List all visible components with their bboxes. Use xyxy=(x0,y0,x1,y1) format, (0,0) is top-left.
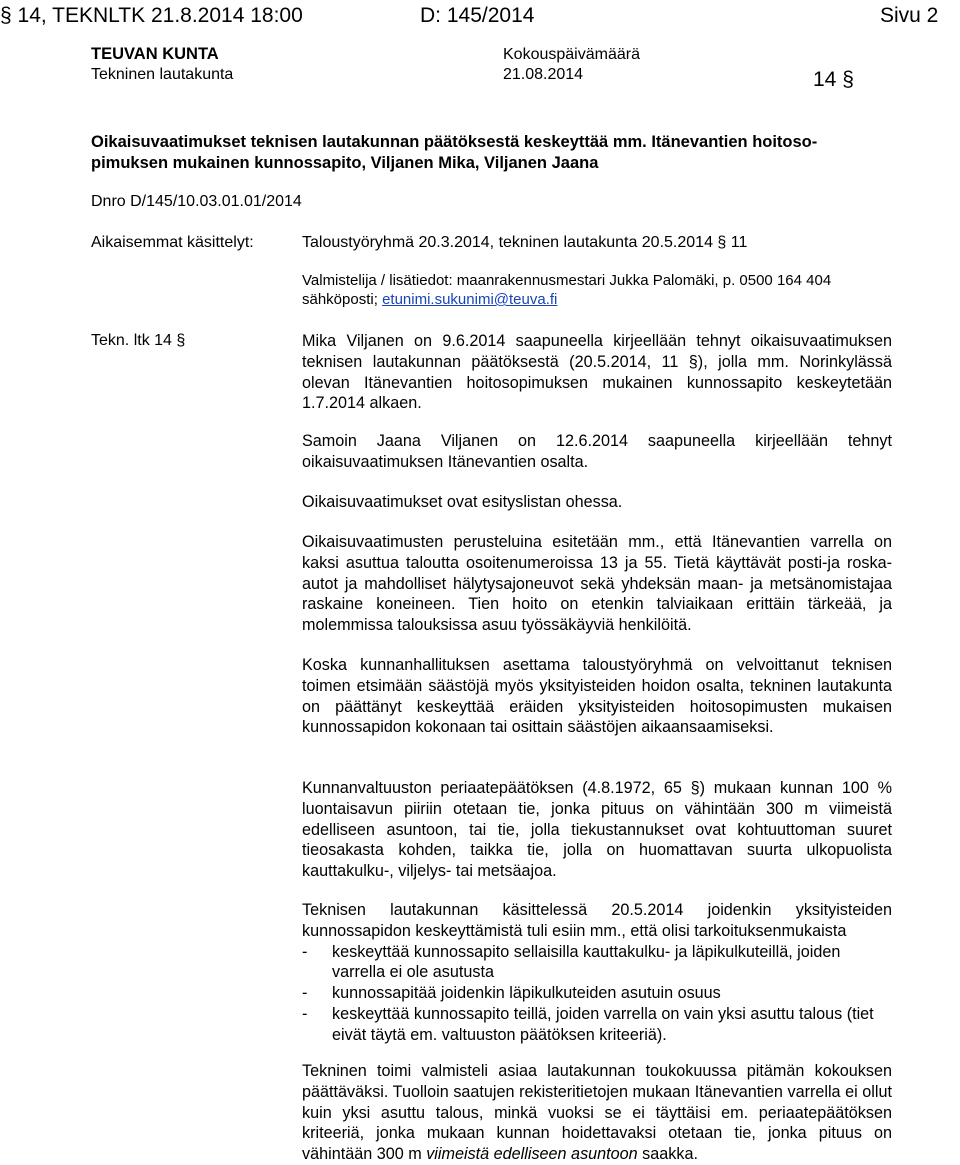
paragraph-4: Oikaisuvaatimusten perusteluina esitetään mm., että Itänevantien varrella on kaksi asuttua taloutta osoitenumeroissa 13 ja 55. Tietä käyttävät posti-ja roska-autot ja mahdolliset hälytysajoneuvot sekä yhdeksän maan- ja metsänomistajaa raskaine koneineen. Tien hoito on etenkin talviaikaan erittäin tärkeää, ja molemmissa talouksissa asuu työssäkäyviä henkilöitä. xyxy=(302,533,892,635)
paragraph-7-intro: Teknisen lautakunnan käsittelessä 20.5.2014 joidenkin yksityisteiden kunnossapidon keskeyttämistä tuli esiin mm., että olisi tarkoituksenmukaista xyxy=(302,901,892,940)
item-label: Tekn. ltk 14 § xyxy=(91,332,186,349)
diary-number: Dnro D/145/10.03.01.01/2014 xyxy=(91,193,302,210)
paragraph-8-text: Tekninen toimi valmisteli asiaa lautakunnan toukokuussa pitämän kokouksen päättäväksi. Tuolloin saatujen rekisteritietojen mukaan Itänevantien varrella ei ollut kuin yksi asuttu talous, minkä vuoksi se ei täyttäisi em. periaatepäätöksen kriteeriä, jonka mukaan kunnan hoidettavaksi otetaan tie, jonka pituus on vähintään 300 m xyxy=(302,1062,892,1164)
criteria-list xyxy=(302,942,892,1046)
title-line-2: pimuksen mukainen kunnossapito, Viljanen Mika, Viljanen Jaana xyxy=(91,154,599,172)
list-item: - kunnossapitää joidenkin läpikulkuteiden asutuin osuus xyxy=(302,984,721,1003)
previous-handling-label: Aikaisemmat käsittelyt: xyxy=(91,234,254,251)
paragraph-8-italic: viimeistä edelliseen asuntoon xyxy=(426,1145,638,1164)
title-line-1: Oikaisuvaatimukset teknisen lautakunnan päätöksestä keskeyttää mm. Itänevantien hoitoso- xyxy=(91,133,818,151)
meeting-date-label: Kokouspäivämäärä xyxy=(503,46,640,63)
document-title xyxy=(91,132,891,174)
paragraph-2: Samoin Jaana Viljanen on 12.6.2014 saapuneella kirjeellään tehnyt oikaisuvaatimuksen Itänevantien osalta. xyxy=(302,432,892,471)
paragraph-6: Kunnanvaltuuston periaatepäätöksen (4.8.1972, 65 §) mukaan kunnan 100 % luontaisavun piiriin otetaan tie, jonka pituus on vähintään 300 m viimeistä edelliseen asuntoon, tai tie, jolla tiekustannukset ovat kohtuuttoman suuret tieosakasta kohden, taikka tie, jolla on huomattavan suurta ulkopuolista kauttakulku-, viljelys- tai metsäajoa. xyxy=(302,779,892,881)
paragraph-7 xyxy=(302,900,892,1046)
section-number: 14 § xyxy=(813,68,854,91)
previous-handling-value: Taloustyöryhmä 20.3.2014, tekninen lautakunta 20.5.2014 § 11 xyxy=(302,234,748,251)
page-header-left: § 14, TEKNLTK 21.8.2014 18:00 xyxy=(0,4,303,27)
org-name: TEUVAN KUNTA xyxy=(91,45,219,63)
paragraph-8 xyxy=(302,1061,892,1165)
paragraph-8-end: saakka. xyxy=(642,1145,698,1164)
paragraph-1: Mika Viljanen on 9.6.2014 saapuneella kirjeellään tehnyt oikaisuvaatimuksen teknisen lautakunnan päätöksestä (20.5.2014, 11 §), jolla mm. Norinkylässä olevan Itänevantien hoitosopimuksen mukainen kunnossapito keskeytetään 1.7.2014 alkaen. xyxy=(302,332,892,413)
page-header-diary-number: D: 145/2014 xyxy=(420,4,535,27)
paragraph-3: Oikaisuvaatimukset ovat esityslistan ohessa. xyxy=(302,493,623,511)
email-label: sähköposti; xyxy=(302,291,378,308)
page-header-page-number: Sivu 2 xyxy=(880,4,939,27)
paragraph-5: Koska kunnanhallituksen asettama taloustyöryhmä on velvoittanut teknisen toimen etsimään säästöjä myös yksityisteiden hoidon osalta, tekninen lautakunta on päättänyt keskeyttää eräiden yksityisteiden hoitosopimusten mukaisen kunnossapidon kokonaan tai osittain säästöjen aikaansaamiseksi. xyxy=(302,656,892,737)
preparer-email-row xyxy=(302,291,557,308)
meeting-date: 21.08.2014 xyxy=(503,66,584,83)
list-item: - keskeyttää kunnossapito teillä, joiden varrella on vain yksi asuttu talous (tiet eivät täytä em. valtuuston päätöksen kriteeriä). xyxy=(302,1004,874,1044)
email-link[interactable]: etunimi.sukunimi@teuva.fi xyxy=(382,291,558,308)
board-name: Tekninen lautakunta xyxy=(91,66,234,83)
list-item: - keskeyttää kunnossapito sellaisilla kauttakulku- ja läpikulkuteillä, joiden varrella ei ole asutusta xyxy=(302,942,841,982)
preparer-info: Valmistelija / lisätiedot: maanrakennusmestari Jukka Palomäki, p. 0500 164 404 xyxy=(302,272,832,289)
